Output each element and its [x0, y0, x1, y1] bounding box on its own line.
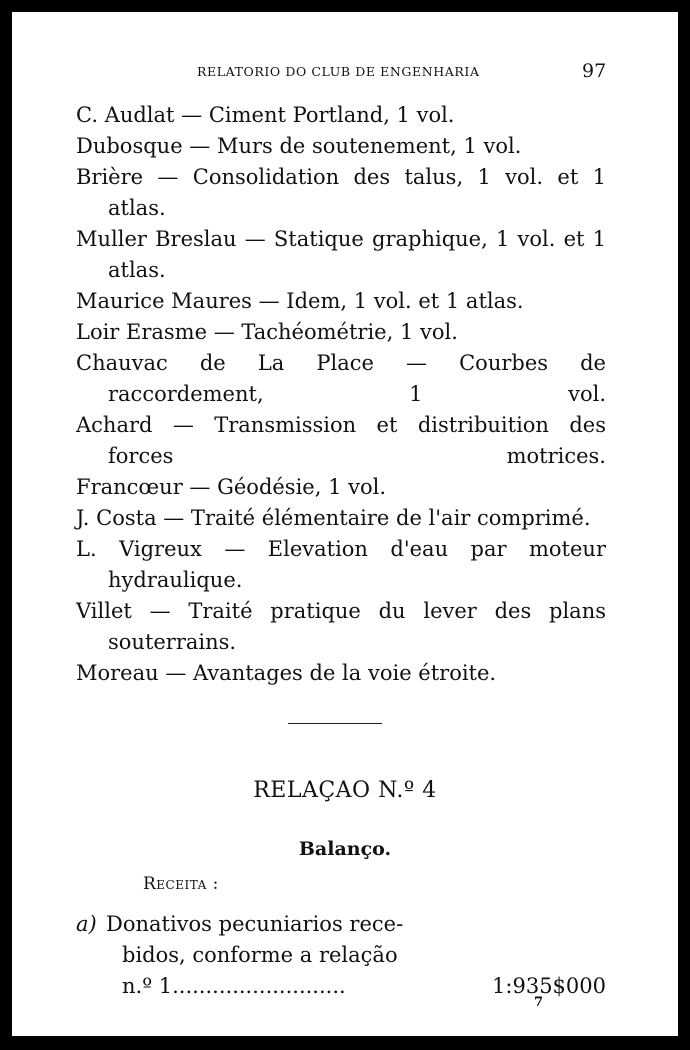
book-entry: Francœur — Géodésie, 1 vol. [76, 475, 387, 499]
book-entry: Achard — Transmission et distribuition des forces motrices. [76, 413, 606, 468]
section-divider [288, 723, 382, 724]
book-entry: Dubosque — Murs de soutenement, 1 vol. [76, 134, 522, 158]
item-text-line: bidos, conforme a relação [122, 943, 398, 967]
book-entry: Moreau — Avantages de la voie étroite. [76, 661, 497, 685]
page-number: 97 [582, 60, 607, 82]
book-entry: Maurice Maures — Idem, 1 vol. et 1 atlas. [76, 289, 524, 313]
book-entry: C. Audlat — Ciment Portland, 1 vol. [76, 103, 455, 127]
book-entry: Villet — Traité pratique du lever des plans souterrains. [76, 599, 606, 654]
section-title: RELAÇAO N.º 4 [253, 778, 437, 803]
receipts-heading: Receita : [143, 874, 219, 894]
item-amount: 1:935$000 [492, 974, 606, 998]
book-entry: Brière — Consolidation des talus, 1 vol. et 1 atlas. [76, 165, 606, 220]
book-entry: Muller Breslau — Statique graphique, 1 vol. et 1 atlas. [76, 227, 606, 282]
section-subtitle: Balanço. [298, 838, 392, 860]
book-list [76, 100, 606, 689]
item-text-line: Donativos pecuniarios rece- [106, 912, 404, 936]
running-head [12, 60, 678, 84]
book-entry: J. Costa — Traité élémentaire de l'air comprimé. [76, 506, 591, 530]
book-entry: Loir Erasme — Tachéométrie, 1 vol. [76, 320, 458, 344]
item-text-line: n.º 1.......................... [122, 974, 346, 998]
signature-mark: 7 [534, 995, 544, 1010]
book-entry: Chauvac de La Place — Courbes de raccordement, 1 vol. [76, 351, 606, 406]
running-title: RELATORIO DO CLUB DE ENGENHARIA [197, 64, 480, 79]
item-marker: a) [76, 912, 97, 936]
book-page [12, 12, 678, 1036]
book-entry: L. Vigreux — Elevation d'eau par moteur hydraulique. [76, 537, 606, 592]
